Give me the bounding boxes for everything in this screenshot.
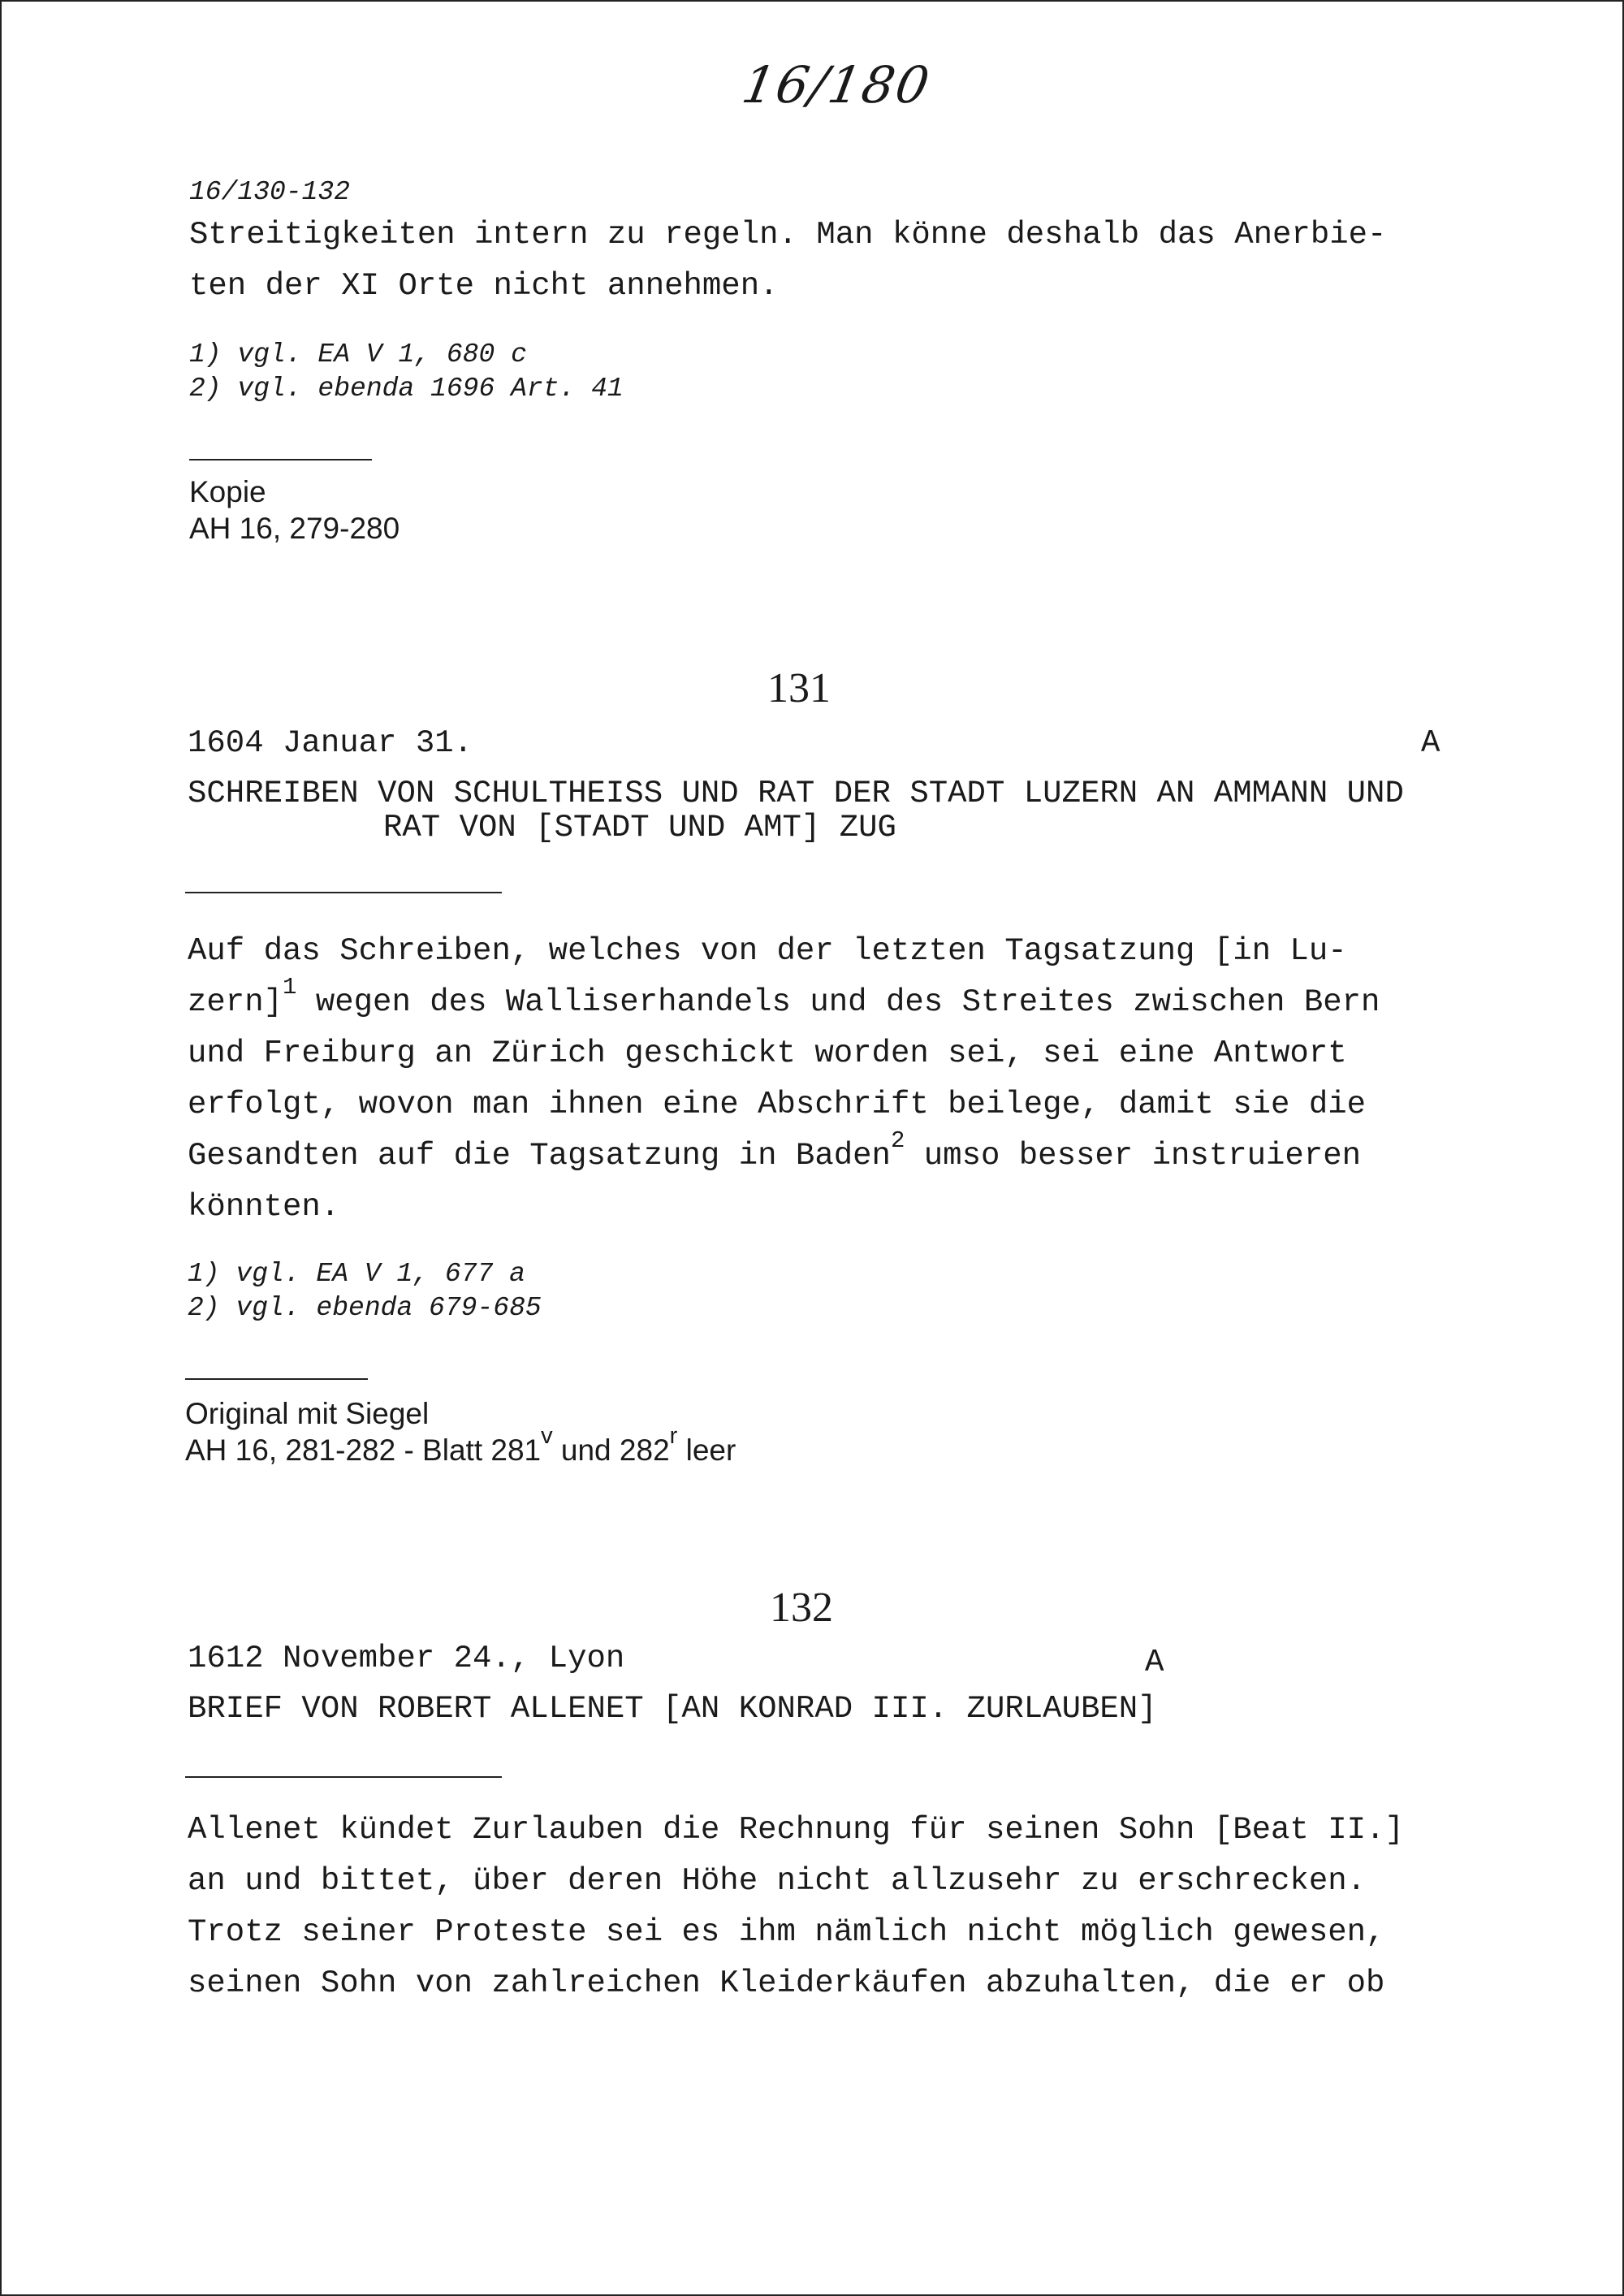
footnote: 2) vgl. ebenda 1696 Art. 41 [189, 374, 624, 404]
source-type: Original mit Siegel [185, 1397, 430, 1430]
footnote: 1) vgl. EA V 1, 680 c [189, 339, 527, 370]
document-number: 131 [767, 665, 831, 711]
document-title-cont: RAT VON [STADT UND AMT] ZUG [383, 810, 896, 845]
text-line: Trotz seiner Proteste sei es ihm nämlich nicht möglich gewesen, [188, 1914, 1385, 1950]
text-line: könnten. [188, 1189, 340, 1225]
text-fragment: umso besser instruieren [905, 1138, 1362, 1174]
text-line [188, 974, 1380, 1028]
document-title: BRIEF VON ROBERT ALLENET [AN KONRAD III. ZURLAUBEN] [188, 1691, 1157, 1727]
section-divider [189, 459, 372, 460]
summary-paragraph [188, 1805, 1404, 2009]
document-date: 1612 November 24., Lyon [188, 1641, 625, 1676]
footnote-ref: 2 [890, 1127, 905, 1154]
footnote: 2) vgl. ebenda 679-685 [188, 1293, 542, 1323]
archive-mark: A [1421, 725, 1440, 761]
text-fragment: zern] [188, 984, 283, 1020]
text-line: und Freiburg an Zürich geschickt worden sei, sei eine Antwort [188, 1036, 1347, 1071]
running-head: 16/130-132 [189, 177, 351, 207]
section-divider [185, 1776, 502, 1778]
folio-side: r [669, 1423, 678, 1449]
folio-side: v [541, 1423, 553, 1449]
handwritten-folio-number: 16/180 [737, 55, 935, 115]
text-line: an und bittet, über deren Höhe nicht allzusehr zu erschrecken. [188, 1863, 1367, 1899]
document-number: 132 [770, 1585, 833, 1631]
text-fragment: Gesandten auf die Tagsatzung in Baden [188, 1138, 891, 1174]
continuation-paragraph [189, 210, 1386, 312]
source-ref-part: und 282 [552, 1433, 670, 1467]
text-line: ten der XI Orte nicht annehmen. [189, 268, 779, 304]
text-line: Streitigkeiten intern zu regeln. Man könne deshalb das Anerbie- [189, 217, 1387, 253]
footnote: 1) vgl. EA V 1, 677 a [188, 1259, 525, 1289]
archive-mark: A [1145, 1645, 1164, 1680]
document-title: SCHREIBEN VON SCHULTHEISS UND RAT DER STADT LUZERN AN AMMANN UND [188, 776, 1404, 811]
text-line: Auf das Schreiben, welches von der letzten Tagsatzung [in Lu- [188, 933, 1347, 969]
text-line: erfolgt, wovon man ihnen eine Abschrift beilege, damit sie die [188, 1087, 1367, 1122]
text-line [188, 1127, 1380, 1182]
section-divider [185, 892, 502, 893]
section-divider [185, 1378, 368, 1380]
text-line: seinen Sohn von zahlreichen Kleiderkäufen abzuhalten, die er ob [188, 1965, 1385, 2001]
source-reference: AH 16, 279-280 [189, 512, 400, 545]
source-type: Kopie [189, 475, 266, 508]
source-reference [185, 1423, 736, 1468]
document-date: 1604 Januar 31. [188, 725, 473, 761]
text-fragment: wegen des Walliserhandels und des Streites zwischen Bern [296, 984, 1380, 1020]
summary-paragraph [188, 926, 1380, 1233]
source-ref-part: AH 16, 281-282 - Blatt 281 [185, 1433, 542, 1467]
text-line: Allenet kündet Zurlauben die Rechnung für seinen Sohn [Beat II.] [188, 1812, 1404, 1848]
source-ref-part: leer [677, 1433, 736, 1467]
footnote-ref: 1 [283, 974, 297, 1001]
